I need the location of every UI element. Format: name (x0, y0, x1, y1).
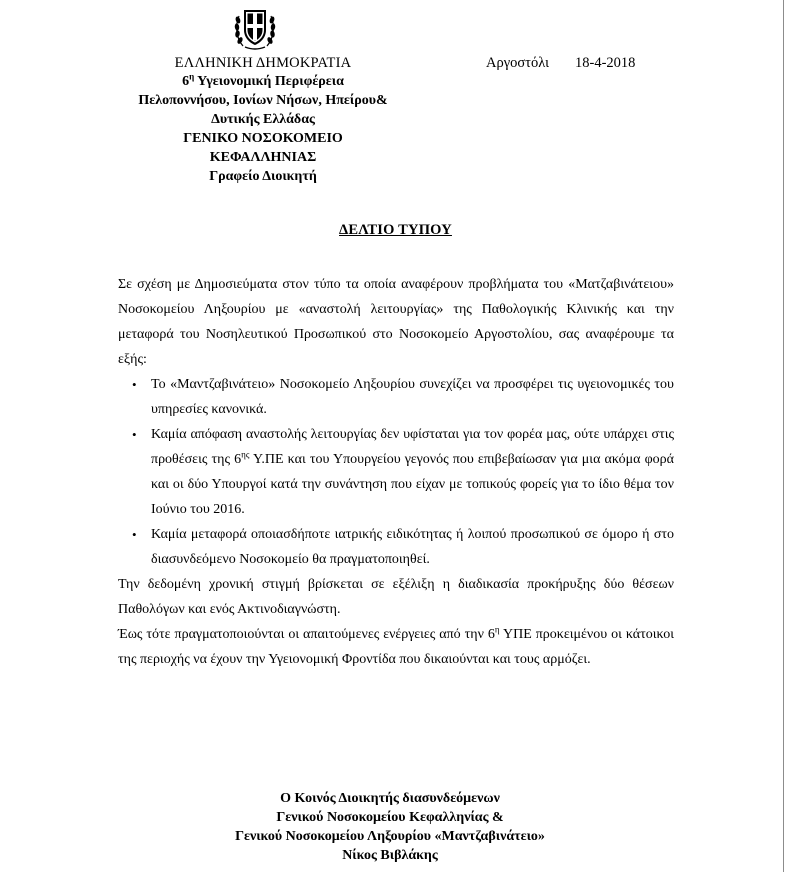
hospital-name-line-1: ΓΕΝΙΚΟ ΝΟΣΟΚΟΜΕΙΟ (183, 131, 343, 146)
issuer-block (120, 54, 406, 186)
ordinal-superscript: ης (241, 449, 250, 460)
region-ordinal: η (189, 71, 195, 82)
document-body (118, 272, 674, 672)
office-name: Γραφείο Διοικητή (209, 169, 317, 184)
intro-paragraph: Σε σχέση με Δημοσιεύματα στον τύπο τα οποία αναφέρουν προβλήματα του «Ματζαβινάτειου» Νοσοκομείου Ληξουρίου με «αναστολή λειτουργίας» της Παθολογικής Κλινικής και την μεταφορά του Νοσηλευτικού Προσωπικού στο Νοσοκομείο Αργοστολίου, σας αναφέρουμε τα εξής: (118, 277, 674, 367)
place: Αργοστόλι (486, 55, 550, 71)
region-number: 6 (182, 74, 190, 89)
ordinal-superscript: η (494, 624, 500, 635)
signature-line-3: Γενικού Νοσοκομείου Ληξουρίου «Μαντζαβινάτειο» (235, 829, 545, 844)
paragraph-2: Την δεδομένη χρονική στιγμή βρίσκεται σε εξέλιξη η διαδικασία προκήρυξης δύο θέσεων Παθολόγων και ενός Ακτινοδιαγνώστη. (118, 577, 674, 617)
region-line-2: Πελοποννήσου, Ιονίων Νήσων, Ηπείρου& (138, 93, 388, 108)
health-region-line (120, 72, 406, 91)
bullet-icon: • (132, 527, 137, 542)
list-item (118, 372, 674, 422)
document-title: ΔΕΛΤΙΟ ΤΥΠΟΥ (339, 222, 452, 238)
paragraph-3-text: Έως τότε πραγματοποιούνται οι απαιτούμενες ενέργειες από την 6 (118, 627, 495, 642)
signature-line-2: Γενικού Νοσοκομείου Κεφαλληνίας & (276, 810, 504, 825)
paragraph-3 (118, 622, 674, 672)
country-name: ΕΛΛΗΝΙΚΗ ΔΗΜΟΚΡΑΤΙΑ (174, 55, 352, 71)
paragraph-3-text: ΥΠΕ προκειμένου οι κάτοικοι της περιοχής να έχουν την Υγειονομική Φροντίδα που δικαιούνται και τους αρμόζει. (118, 627, 674, 667)
list-item-text: Το «Μαντζαβινάτειο» Νοσοκομείο Ληξουρίου συνεχίζει να προσφέρει τις υγειονομικές του υπηρεσίες κανονικά. (151, 377, 674, 417)
signature-block (190, 789, 590, 865)
list-item (118, 422, 674, 522)
bullet-list (118, 372, 674, 572)
date: 18-4-2018 (575, 55, 636, 71)
hospital-name-line-2: ΚΕΦΑΛΛΗΝΙΑΣ (209, 150, 317, 165)
bullet-icon: • (132, 427, 137, 442)
page-edge-line (783, 0, 784, 872)
region-line-3: Δυτικής Ελλάδας (211, 112, 315, 127)
list-item (118, 522, 674, 572)
list-item-text: Καμία απόφαση αναστολής λειτουργίας δεν υφίσταται για τον φορέα μας, ούτε υπάρχει στις προθέσεις της 6 (151, 427, 674, 467)
region-name: Υγειονομική Περιφέρεια (194, 74, 344, 89)
signatory-name: Νίκος Βιβλάκης (342, 848, 438, 863)
list-item-text: Καμία μεταφορά οποιασδήποτε ιατρικής ειδικότητας ή λοιπού προσωπικού σε όμορο ή στο διασυνδεόμενο Νοσοκομείο θα πραγματοποιηθεί. (151, 527, 674, 567)
signature-line-1: Ο Κοινός Διοικητής διασυνδεόμενων (280, 791, 500, 806)
greek-coat-of-arms-icon (233, 2, 277, 52)
place-date (486, 54, 635, 72)
list-item-text: Υ.ΠΕ και του Υπουργείου γεγονός που επιβεβαίωσαν για μια ακόμα φορά και οι δύο Υπουργοί κατά την συνάντηση που είχαν με τοπικούς φορείς για το ίδιο θέμα τον Ιούνιο του 2016. (151, 452, 674, 517)
bullet-icon: • (132, 377, 137, 392)
